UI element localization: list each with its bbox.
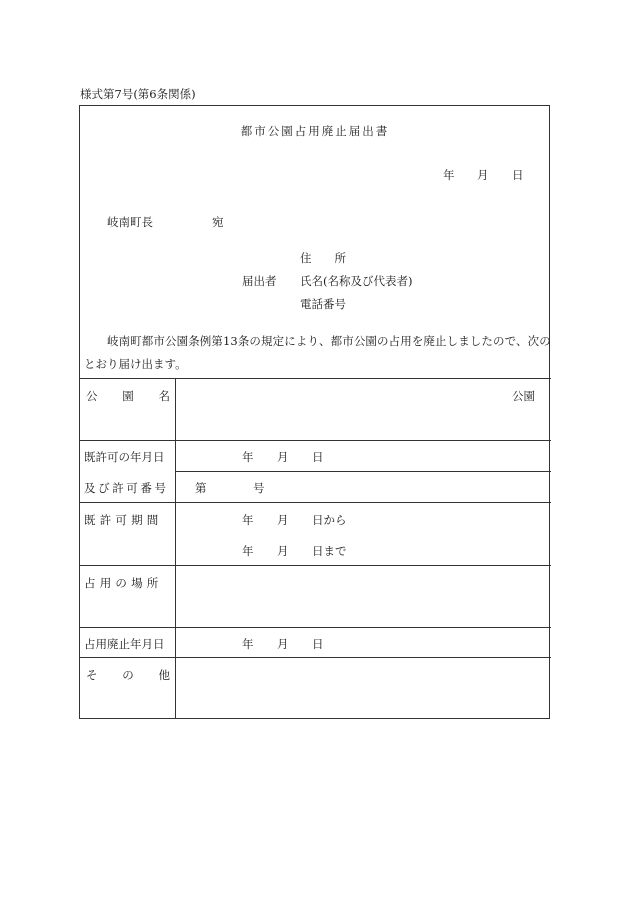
abolition-date-month: 月 — [277, 637, 289, 651]
statement-line-2: とおり届け出ます。 — [84, 357, 187, 371]
row-rule-permit — [79, 502, 551, 503]
row-rule-abolition — [79, 657, 551, 658]
label-char: そ — [86, 668, 98, 682]
permit-date-day: 日 — [312, 450, 324, 464]
label-permit-date: 既許可の年月日 — [84, 450, 165, 464]
permit-date-year: 年 — [242, 450, 254, 464]
label-permit-period: 既許可期間 — [84, 513, 163, 527]
header-date-month: 月 — [477, 168, 489, 182]
label-park-name — [86, 389, 170, 403]
label-other — [86, 668, 170, 682]
label-location: 占用の場所 — [84, 576, 163, 590]
table-top-rule — [79, 378, 551, 379]
period-from-day: 日から — [312, 513, 347, 527]
permit-number-prefix: 第 — [195, 481, 207, 495]
park-name-suffix: 公園 — [512, 389, 535, 403]
statement-line-1: 岐南町都市公園条例第13条の規定により、都市公園の占用を廃止しましたので、次の — [107, 334, 551, 348]
row-rule-permit-inner — [175, 471, 551, 472]
header-date-day: 日 — [512, 168, 524, 182]
label-char: 園 — [122, 389, 134, 403]
label-char: 公 — [86, 389, 98, 403]
period-to-year: 年 — [242, 544, 254, 558]
period-from-month: 月 — [277, 513, 289, 527]
label-char: 名 — [158, 389, 170, 403]
form-title: 都市公園占用廃止届出書 — [240, 124, 390, 138]
permit-date-month: 月 — [277, 450, 289, 464]
abolition-date-day: 日 — [312, 637, 324, 651]
label-permit-number: 及び許可番号 — [84, 481, 169, 495]
abolition-date-year: 年 — [242, 637, 254, 651]
label-char: の — [122, 668, 134, 682]
header-date-year: 年 — [443, 168, 455, 182]
permit-number-suffix: 号 — [253, 481, 265, 495]
applicant-address-label: 住 所 — [300, 251, 346, 265]
row-rule-location — [79, 627, 551, 628]
form-number: 様式第7号(第6条関係) — [80, 87, 196, 101]
addressee-suffix: 宛 — [212, 215, 224, 229]
period-to-day: 日まで — [312, 544, 347, 558]
addressee-name: 岐南町長 — [107, 215, 153, 229]
applicant-name-label: 氏名(名称及び代表者) — [300, 274, 413, 288]
applicant-phone-label: 電話番号 — [300, 297, 346, 311]
period-to-month: 月 — [277, 544, 289, 558]
table-column-rule — [175, 379, 176, 719]
label-char: 他 — [158, 668, 170, 682]
period-from-year: 年 — [242, 513, 254, 527]
row-rule-park — [79, 440, 551, 441]
label-abolition-date: 占用廃止年月日 — [84, 637, 165, 651]
row-rule-period — [79, 565, 551, 566]
applicant-label: 届出者 — [242, 274, 277, 288]
